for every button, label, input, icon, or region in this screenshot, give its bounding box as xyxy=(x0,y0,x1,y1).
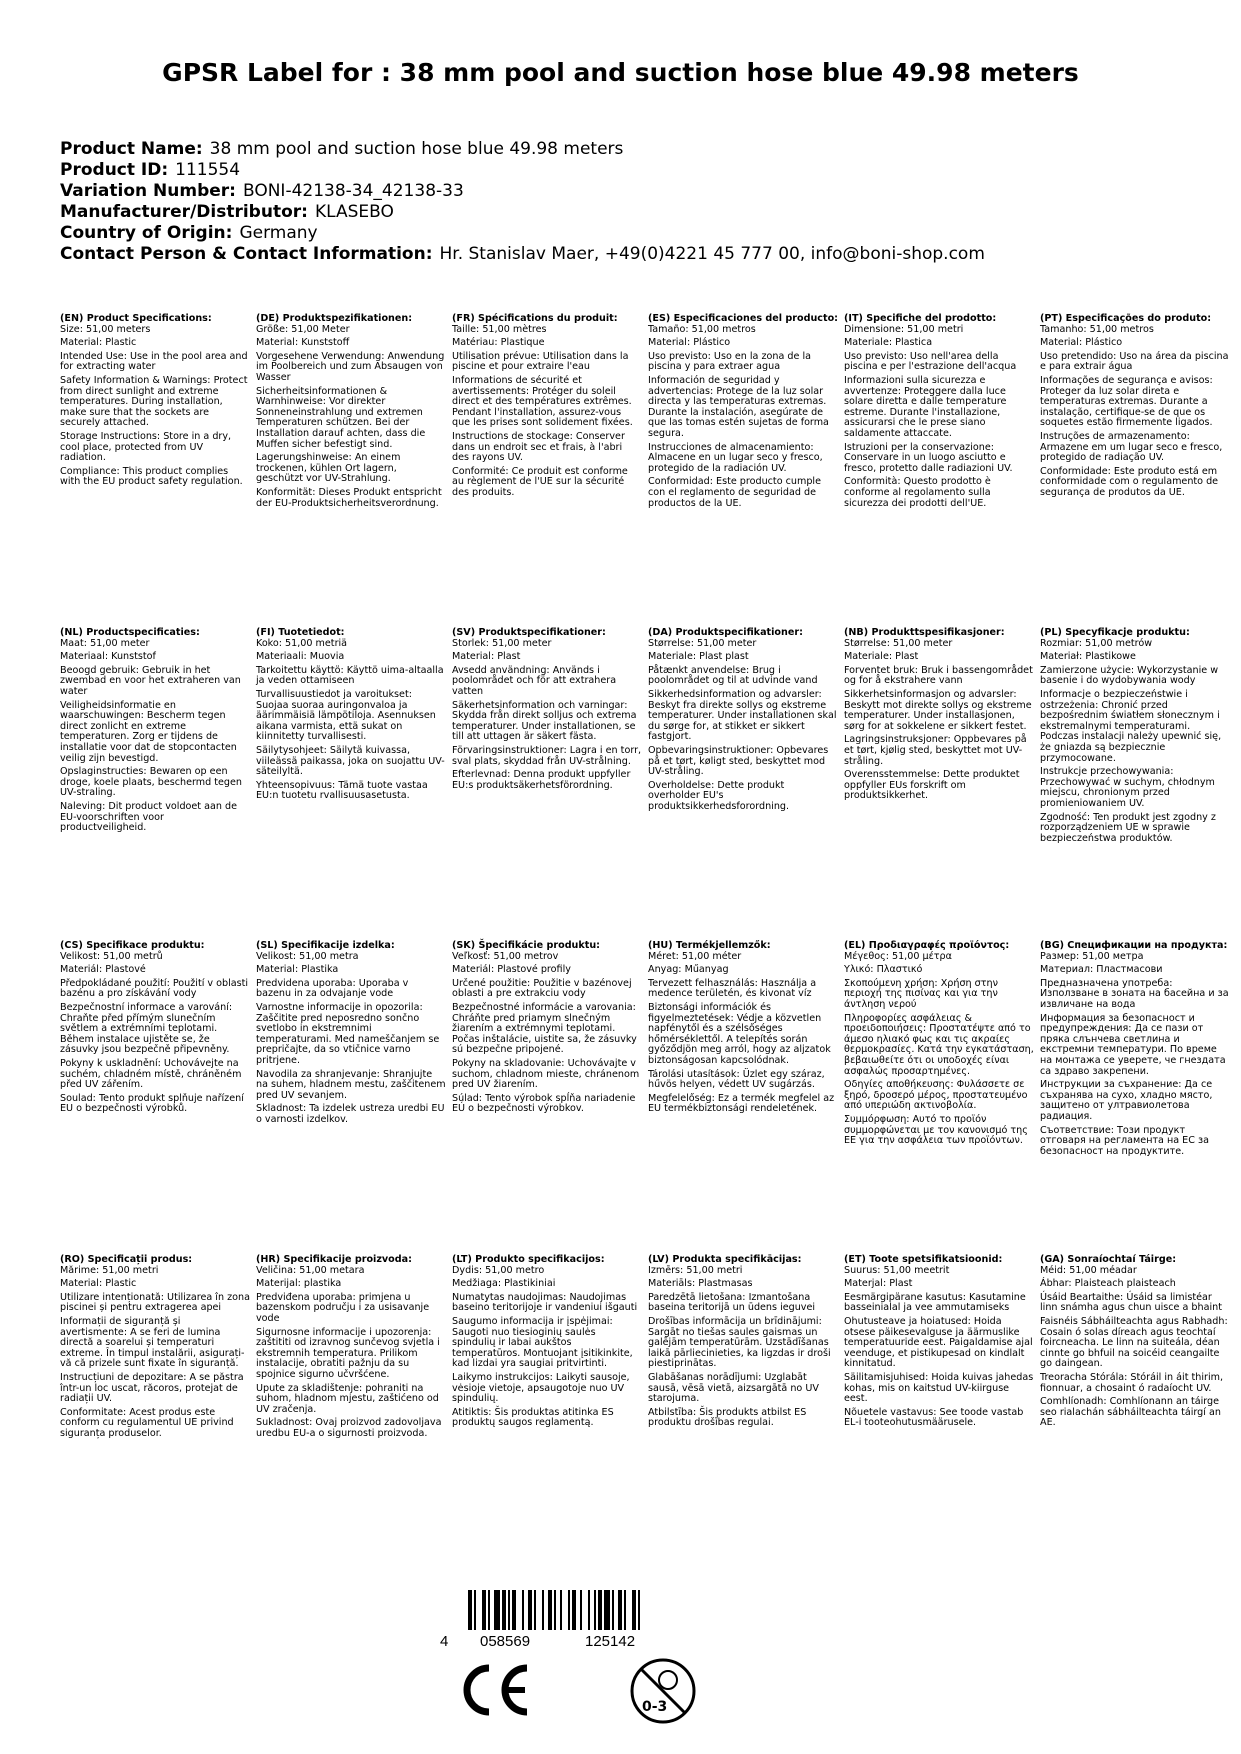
product-info xyxy=(60,139,985,265)
spec-line: Předpokládané použití: Použití v oblasti bazénu a pro získávání vody xyxy=(60,977,249,1000)
spec-line: Veľkosť: 51,00 metrov xyxy=(452,950,559,962)
spec-line: Suurus: 51,00 meetrit xyxy=(844,1264,950,1276)
spec-heading: (GA) Sonraíochtaí Táirge: xyxy=(1040,1254,1177,1265)
spec-line: Μέγεθος: 51,00 μέτρα xyxy=(844,950,952,962)
spec-line: Méret: 51,00 méter xyxy=(648,950,742,962)
spec-line: Informacje o bezpieczeństwie i ostrzeżenia: Chronić przed bezpośrednim światłem słonecznym i ekstremalnymi temperaturami. Podczas instalacji należy upewnić się, że gniazda są bezpiecznie przymocowane. xyxy=(1040,688,1222,764)
spec-line: Drošības informācija un brīdinājumi: Sargāt no tiešas saules gaismas un galējām temperatūrām. Uzstādīšanas laikā pārliecinieties, ka ligzdas ir droši piestiprinātas. xyxy=(648,1315,831,1370)
spec-heading: (HU) Termékjellemzők: xyxy=(648,940,771,951)
spec-line: Mărime: 51,00 metri xyxy=(60,1264,159,1276)
spec-line: Zamierzone użycie: Wykorzystanie w basenie i do wydobywania wody xyxy=(1040,664,1219,687)
spec-line: Conformità: Questo prodotto è conforme al regolamento sulla sicurezza dei prodotti dell'UE. xyxy=(844,476,991,509)
spec-line: Instrucțiuni de depozitare: A se păstra într-un loc uscat, răcoros, protejat de radiații UV. xyxy=(60,1371,244,1405)
page-title: GPSR Label for : 38 mm pool and suction hose blue 49.98 meters xyxy=(162,58,1079,87)
barcode-bar xyxy=(612,1590,614,1630)
spec-block xyxy=(60,941,250,1118)
spec-line: Materiál: Plastové profily xyxy=(452,964,571,976)
barcode-bar xyxy=(494,1590,500,1630)
spec-line: Intended Use: Use in the pool area and for extracting water xyxy=(60,350,248,373)
spec-line: Material: Plastic xyxy=(60,1278,137,1290)
spec-line: Predviđena uporaba: primjena u bazenskom području i za usisavanje vode xyxy=(256,1291,430,1324)
spec-line: Размер: 51,00 метра xyxy=(1040,950,1144,962)
spec-line: Atitiktis: Šis produktas atitinka ES produktų saugos reglamentą. xyxy=(452,1406,614,1429)
spec-heading: (LV) Produkta specifikācijas: xyxy=(648,1254,802,1265)
spec-line: Avsedd användning: Används i poolområdet och för att extrahera vatten xyxy=(452,664,617,697)
spec-heading: (BG) Спецификации на продукта: xyxy=(1040,940,1228,951)
spec-line: Compliance: This product complies with the EU product safety regulation. xyxy=(60,465,243,488)
spec-line: Uso pretendido: Uso na área da piscina e para extrair água xyxy=(1040,350,1229,373)
spec-line: Navodila za shranjevanje: Shranjujte na suhem, hladnem mestu, zaščitenem pred UV sevanjem. xyxy=(256,1068,446,1101)
spec-line: Treoracha Stórála: Stóráil in áit thirim, fionnuar, a chosaint ó radaíocht UV. xyxy=(1040,1371,1224,1394)
spec-block xyxy=(648,1255,838,1432)
spec-line: Informations de sécurité et avertissements: Protéger du soleil direct et des températures extrêmes. Pendant l'installation, assurez-vous que les prises sont solidement fixées. xyxy=(452,374,633,429)
barcode-bar xyxy=(638,1590,640,1630)
spec-line: Izmērs: 51,00 metri xyxy=(648,1264,743,1276)
spec-line: Medžiaga: Plastikiniai xyxy=(452,1278,556,1290)
spec-heading: (CS) Specifikace produktu: xyxy=(60,940,205,951)
spec-line: Eesmärgipärane kasutus: Kasutamine basseinialal ja vee ammutamiseks xyxy=(844,1291,1026,1314)
barcode-digit-first: 4 xyxy=(440,1633,449,1650)
spec-line: Materiał: Plastikowe xyxy=(1040,651,1136,663)
spec-line: Съответствие: Този продукт отговаря на регламента на ЕС за безопасност на продуктите. xyxy=(1040,1124,1209,1157)
spec-line: Skladnost: Ta izdelek ustreza uredbi EU o varnosti izdelkov. xyxy=(256,1103,445,1125)
spec-line: Paredzētā lietošana: Izmantošana baseina teritorijā un ūdens ieguvei xyxy=(648,1291,816,1314)
spec-line: Säkerhetsinformation och varningar: Skydda från direkt solljus och extrema temperaturer. Under installationen, se till att uttagen är säkert fästa. xyxy=(452,699,637,743)
spec-line: Tervezett felhasználás: Használja a medence területén, és kivonat víz xyxy=(648,977,817,1000)
spec-line: Storage Instructions: Store in a dry, cool place, protected from UV radiation. xyxy=(60,430,232,464)
barcode-bar xyxy=(598,1590,602,1630)
barcode-bar xyxy=(468,1590,472,1630)
spec-line: Taille: 51,00 mètres xyxy=(452,323,547,335)
spec-line: Koko: 51,00 metriä xyxy=(256,637,348,649)
spec-heading: (FI) Tuotetiedot: xyxy=(256,627,345,638)
spec-line: Safety Information & Warnings: Protect from direct sunlight and extreme temperatures. During installation, make sure that the sockets are securely attached. xyxy=(60,374,248,429)
spec-line: Tárolási utasítások: Üzlet egy száraz, hűvös helyen, védett UV sugárzás. xyxy=(648,1068,825,1091)
spec-heading: (PL) Specyfikacje produktu: xyxy=(1040,627,1190,638)
spec-line: Storlek: 51,00 meter xyxy=(452,637,552,649)
barcode-digits-right: 125142 xyxy=(585,1633,636,1650)
barcode-bar xyxy=(534,1590,536,1630)
spec-block xyxy=(60,314,250,491)
spec-line: Atbilstība: Šis produkts atbilst ES produktu drošības regulai. xyxy=(648,1406,807,1429)
barcode xyxy=(440,1590,740,1650)
spec-line: Conformité: Ce produit est conforme au règlement de l'UE sur la sécurité des produits. xyxy=(452,465,628,498)
spec-line: Sicherheitsinformationen & Warnhinweise: Vor direkter Sonneneinstrahlung und extremen Temperaturen schützen. Bei der Installation darauf achten, dass die Muffen sicher befestigt sind. xyxy=(256,385,426,450)
info-contact: Contact Person & Contact Information: Hr. Stanislav Maer, +49(0)4221 45 777 00, info@boni-shop.com xyxy=(60,244,985,264)
spec-block xyxy=(1040,628,1230,847)
spec-line: Utilizare intenționată: Utilizarea în zona piscinei și pentru extragerea apei xyxy=(60,1291,250,1314)
barcode-bar xyxy=(624,1590,626,1630)
barcode-bar xyxy=(548,1590,552,1630)
spec-line: Informações de segurança e avisos: Proteger da luz solar direta e temperaturas extremas. Durante a instalação, certifique-se de que os soquetes estão firmemente ligados. xyxy=(1040,374,1213,429)
barcode-bar xyxy=(594,1590,596,1630)
spec-line: Materiāls: Plastmasas xyxy=(648,1278,753,1290)
spec-line: Overholdelse: Dette produkt overholder EU's produktsikkerhedsforordning. xyxy=(648,779,790,812)
spec-line: Säilitamisjuhised: Hoida kuivas jahedas kohas, mis on kaitstud UV-kiirguse eest. xyxy=(844,1371,1034,1405)
spec-line: Matériau: Plastique xyxy=(452,337,545,349)
spec-line: Lagringsinstruksjoner: Oppbevares på et tørt, kjølig sted, beskyttet mot UV-stråling. xyxy=(844,734,1027,767)
spec-heading: (LT) Produkto specifikacijos: xyxy=(452,1254,605,1265)
spec-line: Bezpečnostné informácie a varovania: Chráňte pred priamym slnečným žiarením a extrémnymi teplotami. Počas inštalácie, uistite sa, že zásuvky sú bezpečne pripojené. xyxy=(452,1001,637,1056)
barcode-bar xyxy=(482,1590,486,1630)
spec-line: Rozmiar: 51,00 metrów xyxy=(1040,637,1153,649)
spec-block xyxy=(60,628,250,837)
spec-line: Predvidena uporaba: Uporaba v bazenu in za odvajanje vode xyxy=(256,977,409,1000)
spec-line: Vorgesehene Verwendung: Anwendung im Poolbereich und zum Absaugen von Wasser xyxy=(256,350,445,383)
spec-line: Lagerungshinweise: An einem trockenen, kühlen Ort lagern, geschützt vor UV-Strahlung. xyxy=(256,452,401,485)
spec-line: Méid: 51,00 méadar xyxy=(1040,1264,1137,1276)
info-country: Country of Origin: Germany xyxy=(60,223,318,243)
spec-line: Size: 51,00 meters xyxy=(60,323,151,335)
spec-line: Turvallisuustiedot ja varoitukset: Suojaa suoraa auringonvaloa ja äärimmäisiä lämpötiloja. Asennuksen aikana varmista, että sukat on kiinnitetty turvallisesti. xyxy=(256,688,436,743)
spec-line: Nõuetele vastavus: See toode vastab EL-i tooteohutusmäärusele. xyxy=(844,1406,1024,1429)
barcode-bar xyxy=(502,1590,506,1630)
spec-heading: (SV) Produktspecifikationer: xyxy=(452,627,606,638)
ce-mark-icon xyxy=(455,1660,535,1720)
spec-block xyxy=(256,628,446,805)
spec-line: Ohutusteave ja hoiatused: Hoida otsese päikesevalguse ja äärmuslike temperatuuride eest. Paigaldamise ajal veenduge, et pistikupesad on kindlalt kinnitatud. xyxy=(844,1315,1033,1370)
spec-block xyxy=(452,628,642,794)
spec-line: Maat: 51,00 meter xyxy=(60,637,150,649)
spec-line: Material: Plast xyxy=(452,651,521,663)
spec-line: Информация за безопасност и предупреждения: Да се пази от пряка слънчева светлина и екстремни температури. По време на монтажа се уверете, че гнездата са здраво закрепени. xyxy=(1040,1012,1226,1077)
spec-line: Anyag: Műanyag xyxy=(648,964,729,976)
spec-block xyxy=(844,1255,1034,1432)
barcode-bar xyxy=(580,1590,582,1630)
spec-line: Størrelse: 51,00 meter xyxy=(648,637,757,649)
spec-block xyxy=(452,314,642,502)
spec-line: Instrucciones de almacenamiento: Almacene en un lugar seco y fresco, protegido de la radiación UV. xyxy=(648,441,823,474)
barcode-bar xyxy=(528,1590,532,1630)
spec-line: Saugumo informacija ir įspėjimai: Saugoti nuo tiesioginių saulės spindulių ir labai aukštos temperatūros. Montuojant įsitikinkite, kad lizdai yra saugiai pritvirtinti. xyxy=(452,1315,633,1370)
spec-line: Pokyny na skladovanie: Uchovávajte v suchom, chladnom mieste, chránenom pred UV žiarením. xyxy=(452,1057,640,1091)
spec-line: Veiligheidsinformatie en waarschuwingen: Bescherm tegen direct zonlicht en extreme temperaturen. Zorg er tijdens de installatie voor dat de stopcontacten veilig zijn bevestigd. xyxy=(60,699,237,764)
spec-line: Úsáid Beartaithe: Úsáid sa limistéar linn snámha agus chun uisce a bhaint xyxy=(1040,1291,1222,1314)
barcode-bar xyxy=(632,1590,636,1630)
spec-heading: (SK) Špecifikácie produktu: xyxy=(452,940,601,951)
spec-block xyxy=(1040,941,1230,1160)
spec-line: Efterlevnad: Denna produkt uppfyller EU:s produktsäkerhetsförordning. xyxy=(452,769,631,791)
spec-line: Información de seguridad y advertencias: Protege de la luz solar directa y las temperaturas extremas. Durante la instalación, asegúrate de que las tomas estén sujetas de forma segura. xyxy=(648,374,829,439)
spec-line: Opslaginstructies: Bewaren op een droge, koele plaats, beschermd tegen UV-straling. xyxy=(60,766,243,799)
spec-line: Glabāšanas norādījumi: Uzglabāt sausā, vēsā vietā, aizsargātā no UV starojuma. xyxy=(648,1371,819,1405)
baby-face-icon xyxy=(659,1671,677,1689)
spec-heading: (FR) Spécifications du produit: xyxy=(452,313,618,324)
barcode-bar xyxy=(604,1590,610,1630)
spec-line: Material: Plástico xyxy=(648,337,731,349)
spec-line: Numatytas naudojimas: Naudojimas baseino teritorijoje ir vandeniui išgauti xyxy=(452,1291,638,1314)
spec-heading: (SL) Specifikacije izdelka: xyxy=(256,940,395,951)
spec-line: Informații de siguranță și avertismente: A se feri de lumina directă a soarelui și temperaturi extreme. În timpul instalării, asigurați-vă că prizele sunt fixate în siguranță. xyxy=(60,1315,245,1370)
spec-line: Größe: 51,00 Meter xyxy=(256,323,350,335)
barcode-bar xyxy=(522,1590,524,1630)
spec-block xyxy=(60,1255,250,1443)
spec-line: Instruções de armazenamento: Armazene em um lugar seco e fresco, protegido de radiação UV. xyxy=(1040,430,1223,464)
barcode-bar xyxy=(588,1590,590,1630)
spec-block xyxy=(844,314,1034,512)
spec-line: Biztonsági információk és figyelmeztetések: Védje a közvetlen napfénytől és a szélsőséges hőmérséklettől. A telepítés során győződjön meg arról, hogy az aljzatok biztonságosan kapcsolódnak. xyxy=(648,1001,831,1066)
spec-line: Säilytysohjeet: Säilytä kuivassa, viileässä paikassa, joka on suojattu UV-säteilyltä. xyxy=(256,744,445,778)
spec-line: Ábhar: Plaisteach plaisteach xyxy=(1040,1278,1176,1290)
spec-block xyxy=(256,1255,446,1443)
spec-line: Förvaringsinstruktioner: Lagra i en torr, sval plats, skyddad från UV-strålning. xyxy=(452,744,642,767)
spec-line: Tamaño: 51,00 metros xyxy=(648,323,756,335)
spec-line: Forventet bruk: Bruk i bassengområdet og for å ekstrahere vann xyxy=(844,664,1033,687)
spec-line: Informazioni sulla sicurezza e avvertenze: Proteggere dalla luce solare diretta e dalle temperature estreme. Durante l'installazione, assicurarsi che le prese siano saldamente attaccate. xyxy=(844,374,1007,439)
spec-line: Conformitate: Acest produs este conform cu regulamentul UE privind siguranța produselor. xyxy=(60,1406,234,1439)
spec-line: Sigurnosne informacije i upozorenja: zaštititi od izravnog sunčevog svjetla i ekstremnih temperatura. Prilikom instalacije, obratiti pažnju da su spojnice sigurno učvršćene. xyxy=(256,1326,440,1380)
spec-line: Zgodność: Ten produkt jest zgodny z rozporządzeniem UE w sprawie bezpieczeństwa produktów. xyxy=(1040,811,1216,844)
barcode-digits-left: 058569 xyxy=(480,1633,531,1650)
info-manufacturer: Manufacturer/Distributor: KLASEBO xyxy=(60,202,394,222)
spec-line: Velikost: 51,00 metrů xyxy=(60,950,163,962)
barcode-bar xyxy=(474,1590,476,1630)
spec-line: Υλικό: Πλαστικό xyxy=(844,964,923,976)
spec-line: Πληροφορίες ασφάλειας & προειδοποιήσεις: Προστατέψτε από το άμεσο ηλιακό φως και τις ακραίες θερμοκρασίες. Κατά την εγκατάσταση, βεβαιωθείτε ότι οι υποδοχές είναι ασφαλώς προσαρτημένες. xyxy=(844,1012,1034,1077)
spec-line: Conformidade: Este produto está em conformidade com o regulamento de segurança de produtos da UE. xyxy=(1040,465,1219,498)
spec-line: Materiál: Plastové xyxy=(60,964,146,976)
spec-line: Størrelse: 51,00 meter xyxy=(844,637,953,649)
spec-line: Súlad: Tento výrobok spĺňa nariadenie EÚ o bezpečnosti výrobkov. xyxy=(452,1092,636,1115)
spec-line: Comhlíonadh: Comhlíonann an táirge seo rialachán sábháilteachta táirgí an AE. xyxy=(1040,1396,1221,1429)
spec-block xyxy=(844,628,1034,805)
spec-line: Megfelelőség: Ez a termék megfelel az EU termékbiztonsági rendeletének. xyxy=(648,1092,835,1115)
spec-line: Laikymo instrukcijos: Laikyti sausoje, vėsioje vietoje, apsaugotoje nuo UV spindulių. xyxy=(452,1371,630,1405)
spec-line: Beoogd gebruik: Gebruik in het zwembad en voor het extraheren van water xyxy=(60,664,241,697)
spec-line: Velikost: 51,00 metra xyxy=(256,950,359,962)
spec-block xyxy=(452,941,642,1118)
spec-heading: (DE) Produktspezifikationen: xyxy=(256,313,413,324)
spec-line: Materiale: Plast plast xyxy=(648,651,749,663)
spec-line: Opbevaringsinstruktioner: Opbevares på et tørt, køligt sted, beskyttet mod UV-stråling. xyxy=(648,744,829,778)
spec-line: Veličina: 51,00 metara xyxy=(256,1264,365,1276)
barcode-bar xyxy=(554,1590,556,1630)
spec-line: Påtænkt anvendelse: Brug i poolområdet og til at udvinde vand xyxy=(648,664,818,687)
spec-line: Предназначена употреба: Използване в зоната на басейна и за извличане на вода xyxy=(1040,977,1229,1010)
spec-block xyxy=(648,941,838,1118)
spec-line: Material: Plástico xyxy=(1040,337,1123,349)
barcode-bar xyxy=(488,1590,490,1630)
spec-line: Yhteensopivuus: Tämä tuote vastaa EU:n tuotetu rvallisuusasetusta. xyxy=(256,779,428,802)
spec-line: Sikkerhedsinformation og advarsler: Beskyt fra direkte sollys og ekstreme temperaturer. Under installationen skal du sørge for, at stikket er sikkert fastgjort. xyxy=(648,688,837,743)
spec-block xyxy=(1040,1255,1230,1432)
spec-line: Tamanho: 51,00 metros xyxy=(1040,323,1154,335)
spec-line: Materijal: plastika xyxy=(256,1278,342,1290)
spec-heading: (NB) Produkttspesifikasjoner: xyxy=(844,627,1005,638)
barcode-bar xyxy=(508,1590,510,1630)
spec-line: Soulad: Tento produkt splňuje nařízení EU o bezpečnosti výrobků. xyxy=(60,1092,244,1115)
spec-line: Určené použitie: Použitie v bazénovej oblasti a pre extrakciu vody xyxy=(452,977,632,1000)
spec-line: Uso previsto: Uso en la zona de la piscina y para extraer agua xyxy=(648,350,811,373)
spec-line: Σκοπούμενη χρήση: Χρήση στην περιοχή της πισίνας και για την άντληση νερού xyxy=(844,977,998,1010)
spec-line: Konformität: Dieses Produkt entspricht der EU-Produktsicherheitsverordnung. xyxy=(256,486,442,509)
spec-line: Naleving: Dit product voldoet aan de EU-voorschriften voor productveiligheid. xyxy=(60,800,237,834)
spec-line: Conformidad: Este producto cumple con el reglamento de seguridad de productos de la UE. xyxy=(648,476,821,509)
spec-block xyxy=(256,941,446,1129)
spec-line: Dydis: 51,00 metro xyxy=(452,1264,545,1276)
spec-block xyxy=(1040,314,1230,502)
info-variation-number: Variation Number: BONI-42138-34_42138-33 xyxy=(60,181,464,201)
spec-line: Instrukcje przechowywania: Przechowywać w suchym, chłodnym miejscu, chronionym przed promieniowaniem UV. xyxy=(1040,766,1215,809)
spec-line: Varnostne informacije in opozorila: Zaščitite pred neposredno sončno svetlobo in ekstremnimi temperaturami. Med nameščanjem se prepričajte, da so vtičnice varno pritrjene. xyxy=(256,1001,440,1066)
spec-line: Sikkerhetsinformasjon og advarsler: Beskytt mot direkte sollys og ekstreme temperaturer. Under installasjonen, sørg for at sokkelene er sikkert festet. xyxy=(844,688,1032,732)
spec-line: Pokyny k uskladnění: Uchovávejte na suchém, chladném místě, chráněném před UV zářením. xyxy=(60,1057,242,1091)
spec-line: Οδηγίες αποθήκευσης: Φυλάσσετε σε ξηρό, δροσερό μέρος, προστατευμένο από υπεριώδη ακτινοβολία. xyxy=(844,1079,1028,1112)
spec-block xyxy=(648,314,838,512)
spec-heading: (ET) Toote spetsifikatsioonid: xyxy=(844,1254,1003,1265)
spec-heading: (EN) Product Specifications: xyxy=(60,313,212,324)
barcode-bar xyxy=(572,1590,576,1630)
barcode-bar xyxy=(512,1590,516,1630)
spec-line: Overensstemmelse: Dette produktet oppfyller EUs forskrift om produktsikkerhet. xyxy=(844,769,1020,802)
spec-heading: (NL) Productspecificaties: xyxy=(60,627,200,638)
spec-line: Materiale: Plast xyxy=(844,651,919,663)
spec-line: Materiale: Plastica xyxy=(844,337,933,349)
spec-line: Material: Kunststoff xyxy=(256,337,350,349)
spec-block xyxy=(256,314,446,512)
spec-line: Faisnéis Sábháilteachta agus Rabhadh: Cosain ó solas díreach agus teochtaí foircneacha. Le linn na suiteála, déan cinnte go bhfuil na soicéid ceangailte go daingean. xyxy=(1040,1315,1228,1370)
spec-line: Dimensione: 51,00 metri xyxy=(844,323,964,335)
age-range-label: 0-3 xyxy=(642,1699,668,1715)
spec-line: Uso previsto: Uso nell'area della piscina e per l'estrazione dell'acqua xyxy=(844,350,1017,373)
info-product-name: Product Name: 38 mm pool and suction hose blue 49.98 meters xyxy=(60,139,624,159)
spec-heading: (PT) Especificações do produto: xyxy=(1040,313,1212,324)
not-for-0-3-icon xyxy=(628,1656,698,1726)
barcode-bar xyxy=(618,1590,622,1630)
spec-line: Material: Plastic xyxy=(60,337,137,349)
spec-line: Materjal: Plast xyxy=(844,1278,913,1290)
spec-heading: (RO) Specificații produs: xyxy=(60,1254,193,1265)
spec-line: Materiaali: Muovia xyxy=(256,651,345,663)
barcode-bar xyxy=(542,1590,544,1630)
spec-heading: (EL) Προδιαγραφές προϊόντος: xyxy=(844,940,1010,951)
barcode-bar xyxy=(560,1590,562,1630)
spec-line: Инструкции за съхранение: Да се съхранява на сухо, хладно място, защитено от ултравиолетова радиация. xyxy=(1040,1079,1213,1122)
spec-block xyxy=(452,1255,642,1432)
spec-block xyxy=(844,941,1034,1150)
spec-block xyxy=(648,628,838,816)
spec-line: Materiaal: Kunststof xyxy=(60,651,156,663)
spec-line: Utilisation prévue: Utilisation dans la piscine et pour extraire l'eau xyxy=(452,350,629,373)
spec-line: Instructions de stockage: Conserver dans un endroit sec et frais, à l'abri des rayons UV. xyxy=(452,430,625,464)
info-product-id: Product ID: 111554 xyxy=(60,160,241,180)
spec-line: Bezpečnostní informace a varování: Chraňte před přímým slunečním světlem a extrémními teplotami. Během instalace ujistěte se, že zásuvky jsou bezpečně připevněny. xyxy=(60,1001,233,1056)
spec-line: Συμμόρφωση: Αυτό το προϊόν συμμορφώνεται με τον κανονισμό της ΕΕ για την ασφάλεια των προϊόντων. xyxy=(844,1113,1028,1147)
spec-heading: (ES) Especificaciones del producto: xyxy=(648,313,839,324)
spec-line: Material: Plastika xyxy=(256,964,339,976)
spec-line: Istruzioni per la conservazione: Conservare in un luogo asciutto e fresco, protetto dalle radiazioni UV. xyxy=(844,441,1013,474)
spec-heading: (DA) Produktspecifikationer: xyxy=(648,627,803,638)
spec-line: Upute za skladištenje: pohraniti na suhom, hladnom mjestu, zaštićeno od UV zračenja. xyxy=(256,1382,439,1415)
spec-line: Материал: Пластмасови xyxy=(1040,964,1163,976)
barcode-bar xyxy=(568,1590,570,1630)
spec-line: Tarkoitettu käyttö: Käyttö uima-altaalla ja veden ottamiseen xyxy=(256,664,444,687)
spec-heading: (HR) Specifikacije proizvoda: xyxy=(256,1254,412,1265)
spec-heading: (IT) Specifiche del prodotto: xyxy=(844,313,997,324)
spec-line: Sukladnost: Ovaj proizvod zadovoljava uredbu EU-a o sigurnosti proizvoda. xyxy=(256,1417,442,1439)
